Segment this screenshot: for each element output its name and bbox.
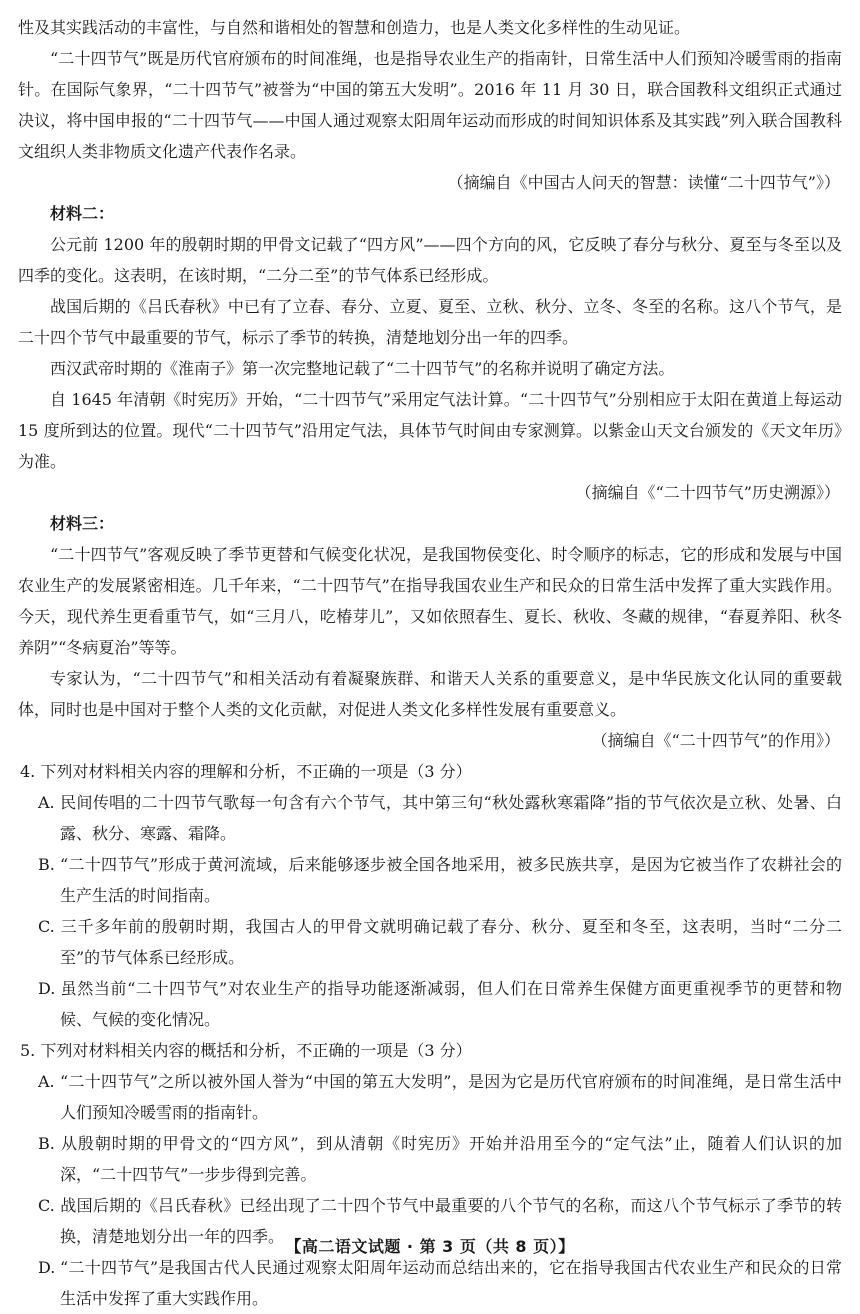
paragraph: 战国后期的《吕氏春秋》中已有了立春、春分、立夏、夏至、立秋、秋分、立冬、冬至的名称。这八个节气，是二十四个节气中最重要的节气，标示了季节的转换，清楚地划分出一年的四季。 [18, 297, 842, 347]
page-footer: 【高二语文试题 · 第 3 页（共 8 页）】 [285, 1237, 575, 1256]
option-text: “二十四节气”是我国古代人民通过观察太阳周年运动而总结出来的，它在指导我国古代农业生产和民众的日常生活中发挥了重大实践作用。 [60, 1258, 842, 1308]
paragraph: 自 1645 年清朝《时宪历》开始，“二十四节气”采用定气法计算。“二十四节气”分别相应于太阳在黄道上每运动 15 度所到达的位置。现代“二十四节气”沿用定气法，具体节气时间由专家测算。以紫金山天文台颁发的《天文年历》为准。 [18, 390, 842, 471]
answer-option-a[interactable] [18, 787, 842, 849]
option-text: 三千多年前的殷朝时期，我国古人的甲骨文就明确记载了春分、秋分、夏至和冬至，这表明，当时“二分二至”的节气体系已经形成。 [60, 917, 842, 967]
option-text: 战国后期的《吕氏春秋》已经出现了二十四个节气中最重要的八个节气的名称，而这八个节气标示了季节的转换，清楚地划分出一年的四季。 [60, 1196, 842, 1246]
paragraph: 性及其实践活动的丰富性，与自然和谐相处的智慧和创造力，也是人类文化多样性的生动见证。 [18, 18, 691, 37]
option-label: A. [38, 1072, 55, 1091]
option-label: D. [38, 1258, 56, 1277]
question-5 [18, 1035, 842, 1314]
paragraph: 西汉武帝时期的《淮南子》第一次完整地记载了“二十四节气”的名称并说明了确定方法。 [50, 359, 675, 378]
material-one [18, 12, 842, 198]
answer-option-b[interactable] [18, 1128, 842, 1190]
paragraph: 公元前 1200 年的殷朝时期的甲骨文记载了“四方风”——四个方向的风，它反映了春分与秋分、夏至与冬至以及四季的变化。这表明，在该时期，“二分二至”的节气体系已经形成。 [18, 235, 842, 285]
answer-option-a[interactable] [18, 1066, 842, 1128]
option-label: C. [38, 917, 55, 936]
option-text: “二十四节气”形成于黄河流域，后来能够逐步被全国各地采用，被多民族共享，是因为它被当作了农耕社会的生产生活的时间指南。 [60, 855, 842, 905]
section-heading: 材料二： [50, 204, 115, 223]
option-label: B. [38, 1134, 55, 1153]
option-text: 从殷朝时期的甲骨文的“四方风”，到从清朝《时宪历》开始并沿用至今的“定气法”止，随着人们认识的加深，“二十四节气”一步步得到完善。 [60, 1134, 842, 1184]
question-stem: 5. 下列对材料相关内容的概括和分析，不正确的一项是（3 分） [20, 1041, 472, 1060]
option-label: A. [38, 793, 55, 812]
answer-option-c[interactable] [18, 911, 842, 973]
option-text: “二十四节气”之所以被外国人誉为“中国的第五大发明”，是因为它是历代官府颁布的时间准绳，是日常生活中人们预知冷暖雪雨的指南针。 [60, 1072, 842, 1122]
option-label: C. [38, 1196, 55, 1215]
question-stem: 4. 下列对材料相关内容的理解和分析，不正确的一项是（3 分） [20, 762, 472, 781]
section-heading: 材料三： [50, 514, 115, 533]
paragraph: “二十四节气”客观反映了季节更替和气候变化状况，是我国物侯变化、时令顺序的标志，它的形成和发展与中国农业生产的发展紧密相连。几千年来，“二十四节气”在指导我国农业生产和民众的日常生活中发挥了重大实践作用。今天，现代养生更看重节气，如“三月八，吃椿芽儿”，又如依照春生、夏长、秋收、冬藏的规律，“春夏养阳、秋冬养阴”“冬病夏治”等等。 [18, 545, 842, 657]
source-citation: （摘编自《“二十四节气”的作用》） [591, 731, 840, 750]
source-citation: （摘编自《“二十四节气”历史溯源》） [575, 483, 840, 502]
paragraph: “二十四节气”既是历代官府颁布的时间准绳，也是指导农业生产的指南针，日常生活中人们预知冷暖雪雨的指南针。在国际气象界，“二十四节气”被誉为“中国的第五大发明”。2016 年 11 月 30 日，联合国教科文组织正式通过决议，将中国申报的“二十四节气——中国人通过观察太阳周年运动而形成的时间知识体系及其实践”列入联合国教科文组织人类非物质文化遗产代表作名录。 [18, 49, 842, 161]
source-citation: （摘编自《中国古人问天的智慧：读懂“二十四节气”》） [447, 173, 840, 192]
option-label: D. [38, 979, 56, 998]
material-two [18, 198, 842, 508]
option-text: 民间传唱的二十四节气歌每一句含有六个节气，其中第三句“秋处露秋寒霜降”指的节气依次是立秋、处暑、白露、秋分、寒露、霜降。 [60, 793, 842, 843]
answer-option-b[interactable] [18, 849, 842, 911]
paragraph: 专家认为，“二十四节气”和相关活动有着凝聚族群、和谐天人关系的重要意义，是中华民族文化认同的重要载体，同时也是中国对于整个人类的文化贡献，对促进人类文化多样性发展有重要意义。 [18, 669, 842, 719]
material-three [18, 508, 842, 756]
answer-option-d[interactable] [18, 973, 842, 1035]
question-4 [18, 756, 842, 1035]
option-label: B. [38, 855, 55, 874]
option-text: 虽然当前“二十四节气”对农业生产的指导功能逐渐减弱，但人们在日常养生保健方面更重视季节的更替和物候、气候的变化情况。 [60, 979, 842, 1029]
